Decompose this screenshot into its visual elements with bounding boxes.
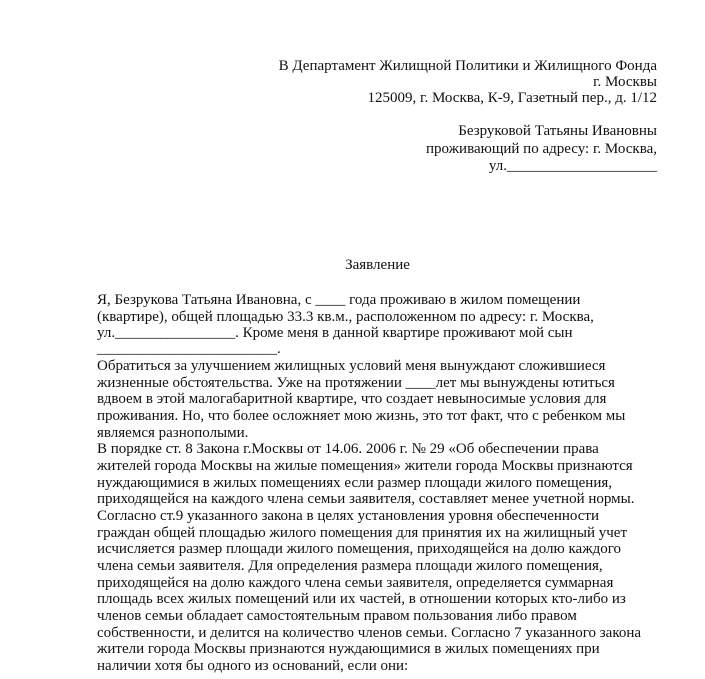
body-line: жителей города Москвы на жилые помещения» жители города Москвы признаются [97, 458, 633, 474]
body-line: нуждающимися в жилых помещениях если размер площади жилого помещения, [97, 475, 612, 491]
body-line: Согласно ст.9 указанного закона в целях установления уровня обеспеченности [97, 508, 600, 524]
body-line: граждан общей площадью жилого помещения для принятия их на жилищный учет [97, 525, 628, 541]
body-line: вдвоем в этой малогабаритной квартире, что создает невыносимые условия для [97, 391, 607, 407]
recipient-line-3: 125009, г. Москва, К-9, Газетный пер., д. 1/12 [367, 90, 657, 106]
body-line: исчисляется размер площади жилого помещения, приходящейся на долю каждого [97, 541, 621, 557]
body-line: наличии хотя бы одного из оснований, если они: [97, 658, 409, 674]
recipient-line-1: В Департамент Жилищной Политики и Жилищного Фонда [278, 58, 657, 74]
body-line: (квартире), общей площадью 33.3 кв.м., расположенном по адресу: г. Москва, [97, 309, 594, 325]
document-title: Заявление [345, 257, 410, 273]
sender-line-3: ул.____________________ [488, 158, 657, 174]
body-line: Я, Безрукова Татьяна Ивановна, с ____ года проживаю в жилом помещении [97, 292, 581, 308]
body-line: членов семьи обладает самостоятельным правом пользования либо правом [97, 608, 577, 624]
body-line: приходящейся на каждого члена семьи заявителя, составляет менее учетной нормы. [97, 491, 635, 507]
body-line: члена семьи заявителя. Для определения размера площади жилого помещения, [97, 558, 603, 574]
body-line: проживания. Но, что более осложняет мою жизнь, это тот факт, что с ребенком мы [97, 408, 626, 424]
body-line: Обратиться за улучшением жилищных условий меня вынуждают сложившиеся [97, 358, 606, 374]
body-line: ул.________________. Кроме меня в данной квартире проживают мой сын [97, 325, 573, 341]
body-line: жизненные обстоятельства. Уже на протяжении ____лет мы вынуждены ютиться [97, 375, 615, 391]
recipient-line-2: г. Москвы [593, 74, 657, 90]
body-line: являемся разнополыми. [97, 425, 249, 441]
sender-line-2: проживающий по адресу: г. Москва, [426, 141, 657, 157]
body-line: собственности, и делится на количество членов семьи. Согласно 7 указанного закона [97, 625, 642, 641]
body-line: В порядке ст. 8 Закона г.Москвы от 14.06. 2006 г. № 29 «Об обеспечении права [97, 441, 599, 457]
body-line: ________________________. [97, 341, 281, 357]
body-line: площадь всех жилых помещений или их частей, в отношении которых кто-либо из [97, 591, 626, 607]
sender-line-1: Безруковой Татьяны Ивановны [458, 123, 657, 139]
body-line: жители города Москвы признаются нуждающимися в жилых помещениях при [97, 641, 600, 657]
body-line: приходящейся на долю каждого члена семьи заявителя, определяется суммарная [97, 575, 614, 591]
